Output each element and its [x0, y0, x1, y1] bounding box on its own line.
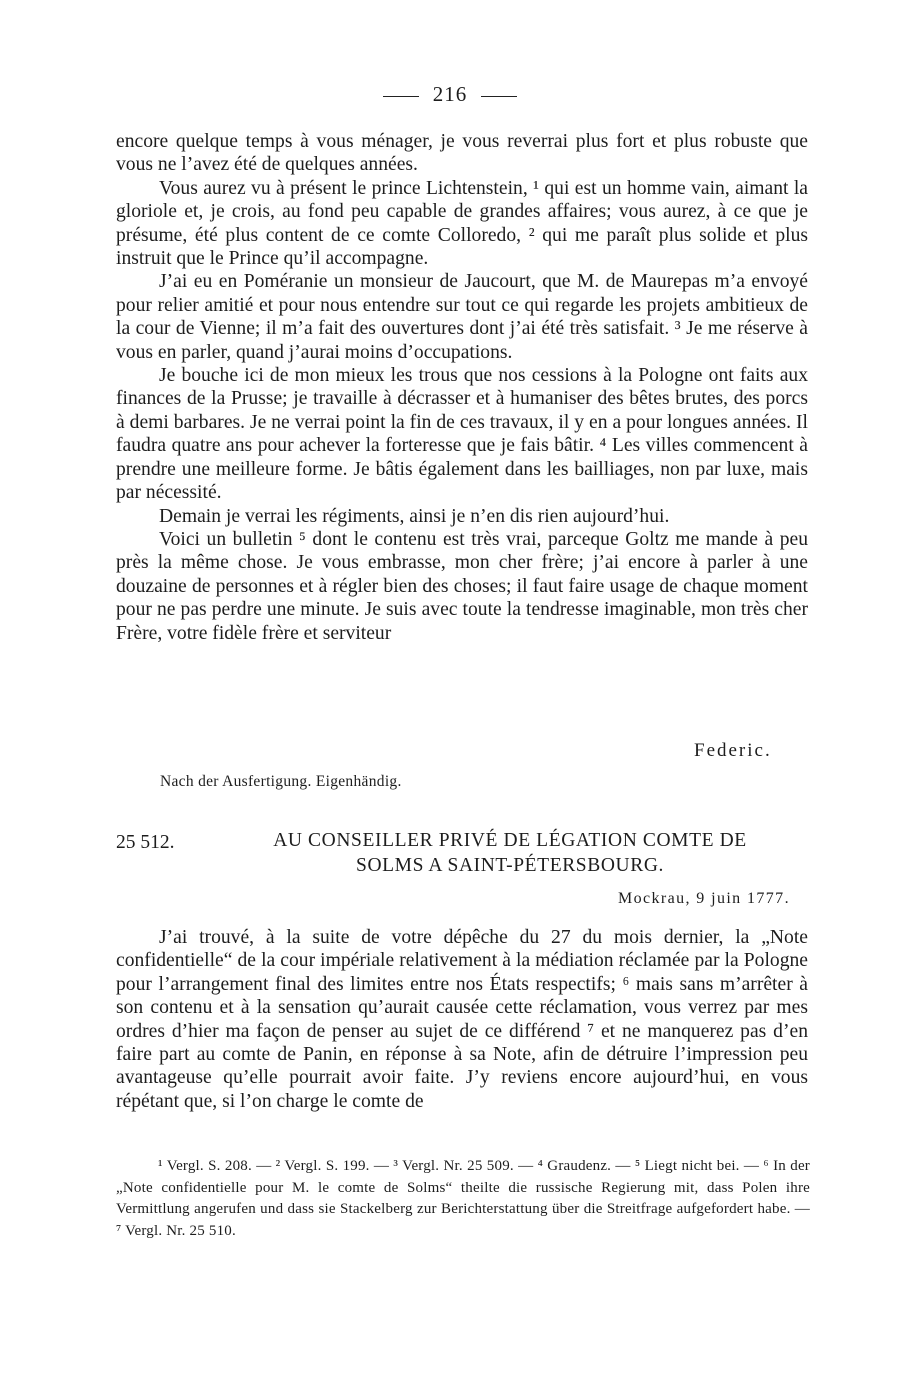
body-text-bottom — [116, 926, 808, 1113]
body-text-top — [116, 130, 808, 645]
header-dash-right — [481, 96, 517, 97]
page-header — [0, 82, 900, 107]
dateline: Mockrau, 9 juin 1777. — [617, 890, 790, 907]
document-number: 25 512. — [116, 832, 175, 853]
paragraph: Demain je verrai les régiments, ainsi je n’en dis rien aujourd’hui. — [159, 505, 670, 527]
paragraph: Voici un bulletin ⁵ dont le contenu est très vrai, parceque Goltz me mande à peu près la même chose. Je vous embrasse, mon cher frère; j’ai encore à parler à une douzaine de personnes et à régler bien des choses; il faut faire usage de chaque moment pour ne pas perdre une minute. Je suis avec toute la tendresse imaginable, mon très cher Frère, votre fidèle frère et serviteur — [116, 528, 808, 644]
document-title-line: AU CONSEILLER PRIVÉ DE LÉGATION COMTE DE — [273, 830, 747, 851]
signature: Federic. — [694, 740, 772, 761]
document-title-line: SOLMS A SAINT-PÉTERSBOURG. — [356, 855, 664, 876]
source-note: Nach der Ausfertigung. Eigenhändig. — [160, 773, 402, 790]
page-number: 216 — [432, 82, 468, 106]
paragraph: J’ai eu en Poméranie un monsieur de Jaucourt, que M. de Maurepas m’a envoyé pour relier amitié et pour nous entendre sur tout ce qui regarde les projets ambitieux de la cour de Vienne; il m’a fait des ouvertures dont j’ai été très satisfait. ³ Je me réserve à vous en parler, quand j’aurai moins d’occupations. — [116, 271, 808, 363]
paragraph: J’ai trouvé, à la suite de votre dépêche du 27 du mois dernier, la „Note confidentielle“ de la cour impériale relativement à la médiation réclamée par la Pologne pour l’arrangement final des limites entre nos États respectifs; ⁶ mais sans m’arrêter à son contenu et à la sensation qu’aurait causée cette réclamation, vous verrez par mes ordres d’hier ma façon de penser au sujet de ce différend ⁷ et ne manquerez pas d’en faire part au comte de Panin, en réponse à sa Note, afin de détruire l’impression peu avantageuse qu’elle pourrait avoir faite. J’y reviens encore aujourd’hui, en vous répétant que, si l’on charge le comte de — [116, 927, 808, 1112]
paragraph: Vous aurez vu à présent le prince Lichtenstein, ¹ qui est un homme vain, aimant la gloriole et, je crois, au fond peu capable de grandes affaires; vous aurez, à ce que je présume, été plus content de ce comte Colloredo, ² qui me paraît plus solide et plus instruit que le Prince qu’il accompagne. — [116, 177, 808, 270]
footnotes — [116, 1156, 810, 1242]
footnote: ¹ Vergl. S. 208. — ² Vergl. S. 199. — ³ Vergl. Nr. 25 509. — ⁴ Graudenz. — ⁵ Liegt nicht bei. — ⁶ In der „Note confidentielle pour M. le comte de Solms“ theilte die russische Regierung mit, dass Polen ihre Vermittlung angerufen und dass sie Stackelberg zur Berichterstattung über die Streitfrage aufgefordert habe. — ⁷ Vergl. Nr. 25 510. — [116, 1158, 810, 1239]
paragraph: Je bouche ici de mon mieux les trous que nos cessions à la Pologne ont faits aux finances de la Prusse; je travaille à décrasser et à humaniser des bêtes brutes, des porcs à demi barbares. Je ne verrai point la fin de ces travaux, il y en a pour longues années. Il faudra quatre ans pour achever la forteresse que je fais bâtir. ⁴ Les villes commencent à prendre une meilleure forme. Je bâtis également dans les bailliages, non par luxe, mais par nécessité. — [116, 365, 808, 504]
header-dash-left — [383, 96, 419, 97]
document-title — [210, 828, 810, 878]
paragraph: encore quelque temps à vous ménager, je vous reverrai plus fort et plus robuste que vous ne l’avez été de quelques années. — [116, 131, 808, 176]
